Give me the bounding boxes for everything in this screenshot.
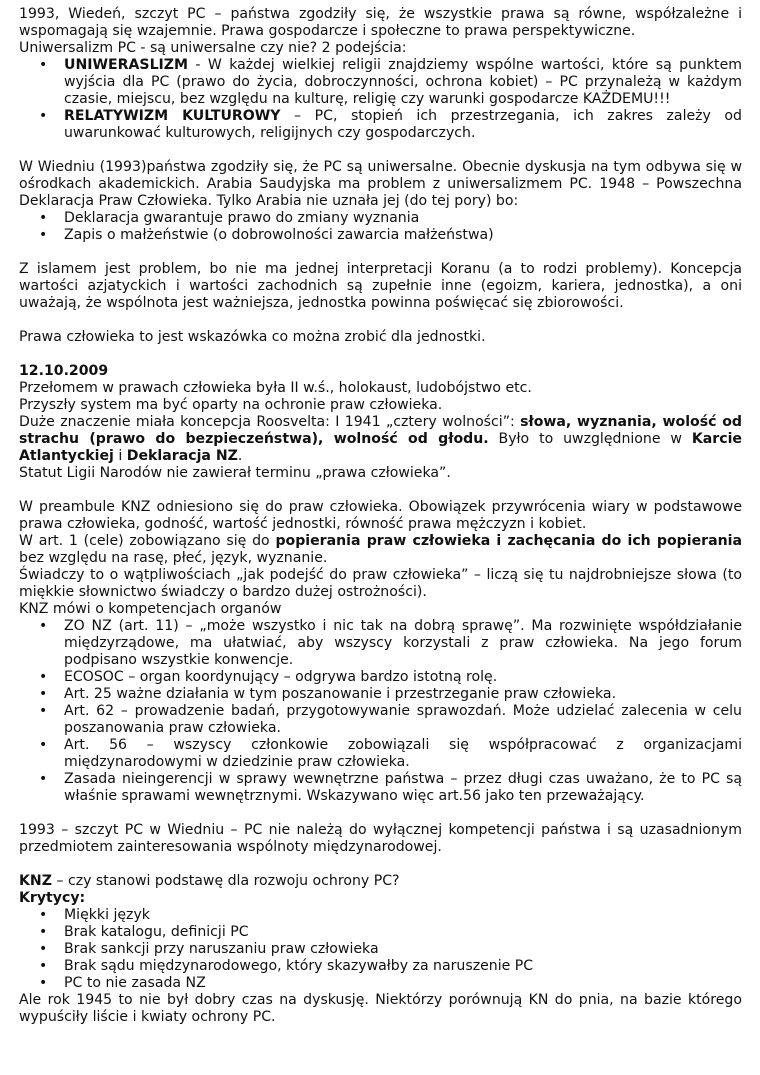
list-item: • Brak katalogu, definicji PC [19,924,742,941]
critics-heading: Krytycy: [19,890,86,906]
list-item: • Art. 56 – wszyscy członkowie zobowiązali się współpracować z organizacjami międzynarodowymi w dziedzinie praw człowieka. [19,737,742,771]
list-item: • Zasada nieingerencji w sprawy wewnętrzne państwa – przez długi czas uważano, że to PC są właśnie sprawami wewnętrznymi. Wskazywano więc art.56 jako ten przeważający. [19,771,742,805]
list-item [19,57,742,108]
paragraph: KNZ mówi o kompetencjach organów [19,601,282,617]
paragraph: W Wiedniu (1993)państwa zgodziły się, że PC są uniwersalne. Obecnie dyskusja na tym odbywa się w ośrodkach akademickich. Arabia Saudyjska ma problem z uniwersalizmem PC. 1948 – Powszechna Deklaracja Praw Człowieka. Tylko Arabia nie uznała jej (do tej pory) bo: [19,159,742,209]
paragraph: Przyszły system ma być oparty na ochronie praw człowieka. [19,397,443,413]
organs-list [19,618,742,805]
paragraph: Z islamem jest problem, bo nie ma jednej interpretacji Koranu (a to rodzi problemy). Koncepcja wartości azjatyckich i wartości zachodnich są zupełnie inne (egoizm, kariera, jednostka), a oni uważają, że wspólnota jest ważniejsza, jednostka powinna poświęcać się zbiorowości. [19,261,742,311]
arabia-reasons-list [19,210,742,244]
list-item: • Deklaracja gwarantuje prawo do zmiany wyznania [19,210,742,227]
paragraph: Statut Ligii Narodów nie zawierał terminu „prawa człowieka”. [19,465,451,481]
paragraph: W art. 1 (cele) zobowiązano się do popierania praw człowieka i zachęcania do ich popierania bez względu na rasę, płeć, język, wyznanie. [19,533,742,566]
list-item: • Brak sądu międzynarodowego, który skazywałby za naruszenie PC [19,958,742,975]
paragraph: 1993 – szczyt PC w Wiedniu – PC nie należą do wyłącznej kompetencji państwa i są uzasadnionym przedmiotem zainteresowania wspólnoty międzynarodowej. [19,822,742,855]
paragraph: 1993, Wiedeń, szczyt PC – państwa zgodziły się, że wszystkie prawa są równe, współzależne i wspomagają się wzajemnie. Prawa gospodarcze i społeczne to prawa perspektywiczne. [19,6,742,39]
document-page [19,6,742,1026]
list-item: • ECOSOC – organ koordynujący – odgrywa bardzo istotną rolę. [19,669,742,686]
list-item: • Miękki język [19,907,742,924]
term-text: - W każdej wielkiej religii znajdziemy wspólne wartości, które są punktem wyjścia dla PC (prawo do życia, dobroczynności, ochrona kobiet) – PC przynależą w każdym czasie, miejscu, bez względu na kulturę, religię czy warunki gospodarcze KAŻDEMU!!! [64,57,742,107]
date-heading: 12.10.2009 [19,363,109,379]
paragraph: Uniwersalizm PC - są uniwersalne czy nie? 2 podejścia: [19,40,407,56]
list-item: • Art. 25 ważne działania w tym poszanowanie i przestrzeganie praw człowieka. [19,686,742,703]
paragraph: Przełomem w prawach człowieka była II w.ś., holokaust, ludobójstwo etc. [19,380,532,396]
term-text: – PC, stopień ich przestrzegania, ich zakres zależy od uwarunkować kulturowych, religijnych czy gospodarczych. [64,108,742,141]
term: RELATYWIZM KULTUROWY [64,108,281,124]
paragraph: Świadczy to o wątpliwościach „jak podejść do praw człowieka” – liczą się tu najdrobniejsze słowa (to miękkie słownictwo świadczy o bardzo dużej ostrożności). [19,567,742,600]
term: UNIWERASLIZM [64,57,189,73]
paragraph: Ale rok 1945 to nie był dobry czas na dyskusję. Niektórzy porównują KN do pnia, na bazie którego wypuściły liście i kwiaty ochrony PC. [19,992,742,1025]
paragraph: KNZ – czy stanowi podstawę dla rozwoju ochrony PC? [19,873,400,889]
paragraph: Duże znaczenie miała koncepcja Roosvelta: I 1941 „cztery wolności”: słowa, wyznania, wolość od strachu (prawo do bezpieczeństwa), wolność od głodu. Było to uwzględnione w Karcie Atlantyckiej i Deklaracja NZ. [19,414,742,464]
list-item: • PC to nie zasada NZ [19,975,742,992]
approaches-list [19,57,742,142]
paragraph: Prawa człowieka to jest wskazówka co można zrobić dla jednostki. [19,329,486,345]
list-item: • Zapis o małżeństwie (o dobrowolności zawarcia małżeństwa) [19,227,742,244]
critics-list [19,907,742,992]
list-item: • ZO NZ (art. 11) – „może wszystko i nic tak na dobrą sprawę”. Ma rozwinięte współdziałanie międzyrządowe, ma ułatwiać, aby wszyscy korzystali z praw człowieka. Na jego forum podpisano wszystkie konwencje. [19,618,742,669]
list-item: • Art. 62 – prowadzenie badań, przygotowywanie sprawozdań. Może udzielać zalecenia w celu poszanowania praw człowieka. [19,703,742,737]
list-item [19,108,742,142]
paragraph: W preambule KNZ odniesiono się do praw człowieka. Obowiązek przywrócenia wiary w podstawowe prawa człowieka, godność, wartość jednostki, równość prawa mężczyzn i kobiet. [19,499,742,532]
list-item: • Brak sankcji przy naruszaniu praw człowieka [19,941,742,958]
